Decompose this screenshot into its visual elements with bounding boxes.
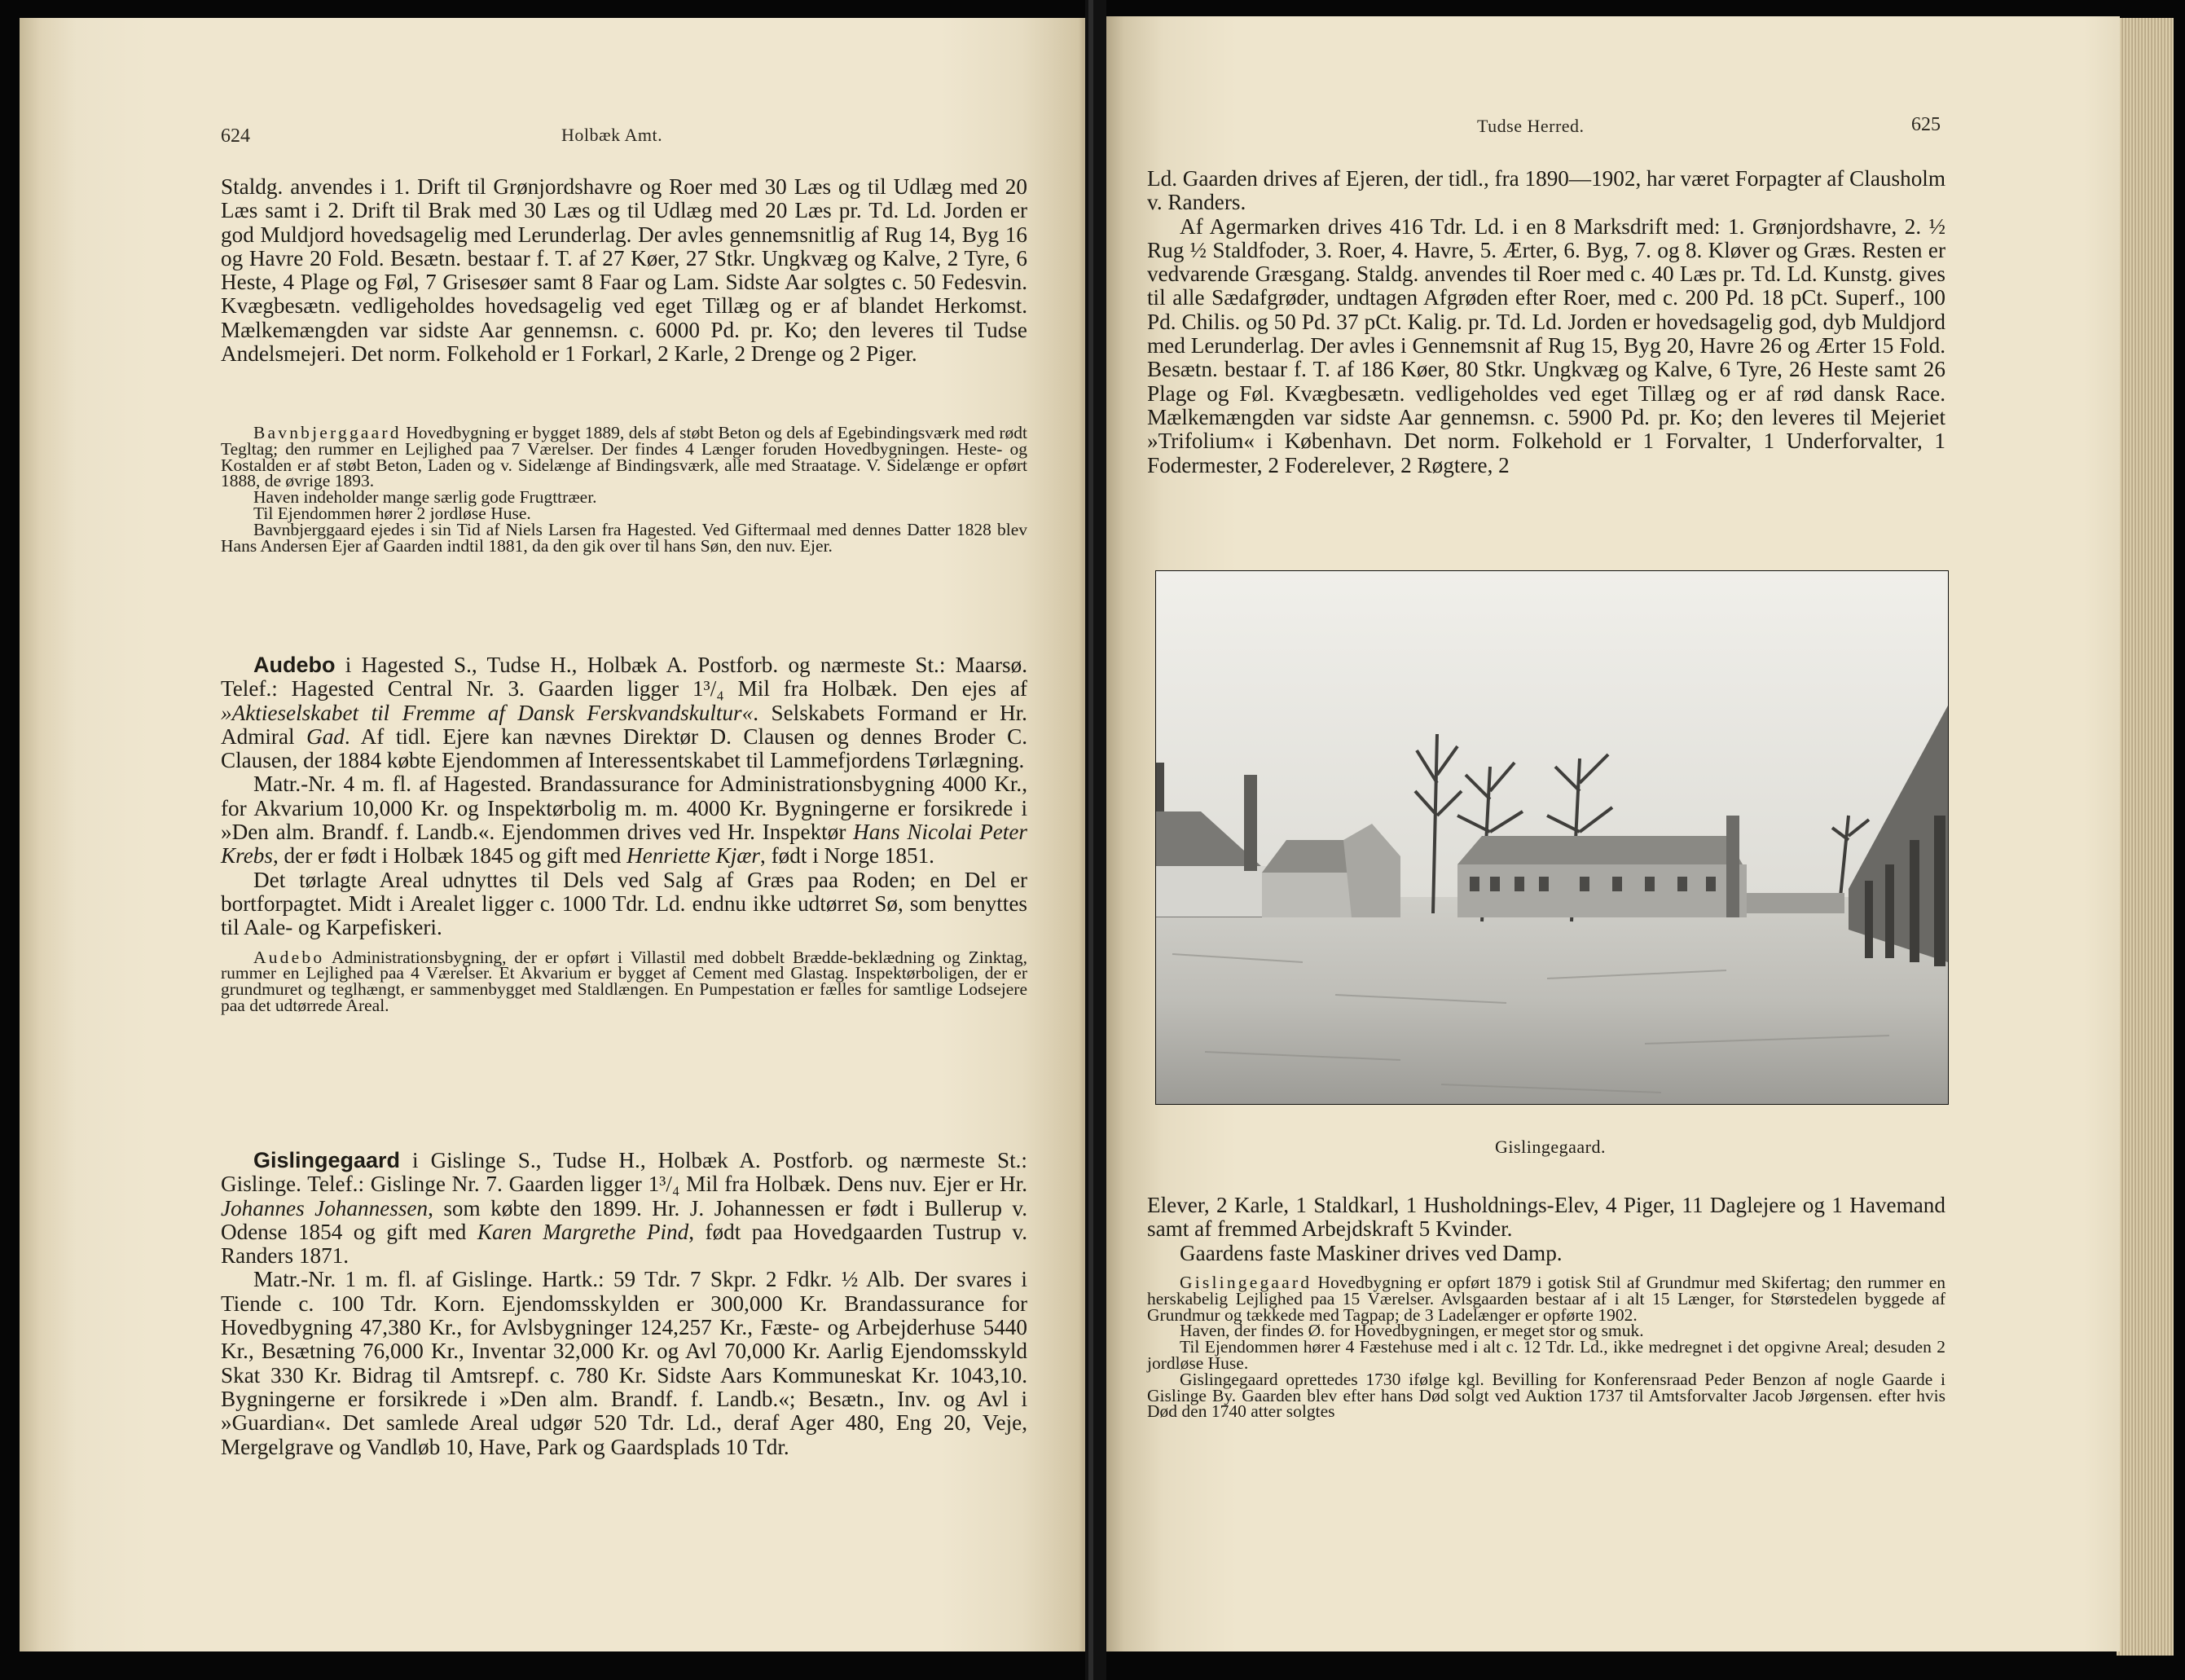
farm-photo-illustration xyxy=(1156,571,1948,1104)
paragraph: Elever, 2 Karle, 1 Staldkarl, 1 Husholdnings-Elev, 4 Piger, 11 Daglejere og 1 Havemand samt af fremmed Arbejdskraft 5 Kvinder. xyxy=(1147,1193,1945,1242)
paragraph: Det tørlagte Areal udnyttes til Dels ved Salg af Græs paa Roden; en Del er bortforpagtet. Midt i Arealet ligger c. 1000 Tdr. Ld. endnu ikke udtørret Sø, som benyttes til Aale- og Karpefiskeri. xyxy=(221,867,1027,940)
owner-name: »Aktieselskabet til Fremme af Dansk Ferskvandskultur« xyxy=(221,700,754,725)
book-gutter xyxy=(1085,0,1106,1680)
entry-heading: Audebo xyxy=(253,653,336,677)
bavnbjerggaard-notes xyxy=(221,425,1027,554)
paragraph: Staldg. anvendes i 1. Drift til Grønjordshavre og Roer med 30 Læs og til Udlæg med 20 Læs samt i 2. Drift til Brak med 30 Læs og til Udlæg med 20 Læs pr. Td. Ld. Jorden er god Muldjord hovedsagelig med Lerunderlag. Der avles gennemsnitlig af Rug 14, Byg 16 og Havre 20 Fold. Besætn. bestaar f. T. af 27 Køer, 27 Stkr. Ungkvæg og Kalve, 2 Tyre, 6 Heste, 4 Plage og Føl, 7 Grisesøer samt 8 Faar og Lam. Sidste Aar solgtes c. 50 Fedesvin. Kvægbesætn. vedligeholdes hovedsagelig ved eget Tillæg og er af blandet Herkomst. Mælkemængden var sidste Aar gennemsn. c. 6000 Pd. pr. Ko; den leveres til Tudse Andelsmejeri. Det norm. Folkehold er 1 Forkarl, 2 Karle, 2 Drenge og 2 Piger. xyxy=(221,174,1027,367)
note-paragraph: Bavnbjerggaard ejedes i sin Tid af Niels Larsen fra Hagested. Ved Giftermaal med dennes Datter 1828 blev Hans Andersen Ejer af Gaarden indtil 1881, da den gik over til hans Søn, den nuv. Ejer. xyxy=(221,519,1027,556)
person-name: Henriette Kjær xyxy=(626,843,761,869)
continuation-block-2 xyxy=(1147,1194,1945,1265)
entry-text: , født i Norge 1851. xyxy=(760,843,934,869)
entry-text: , som købte den 1899. Hr. J. Johannessen er født i Bullerup v. Odense 1854 og gift med xyxy=(221,1195,1027,1244)
right-page xyxy=(1106,16,2120,1651)
gislingegaard-notes xyxy=(1147,1275,1945,1420)
page-number: 624 xyxy=(221,125,250,147)
continuation-block xyxy=(1147,167,1945,477)
estate-name: Audebo xyxy=(253,947,325,967)
entry-text: i Gislinge S., Tudse H., Holbæk A. Postforb. og nærmeste St.: Gislinge. Telef.: Gislinge Nr. 7. Gaarden ligger 1³/₄ Mil fra Holbæk. Dens nuv. Ejer er Hr. xyxy=(221,1148,1027,1197)
paragraph xyxy=(221,772,1027,868)
entry-text: , der er født i Holbæk 1845 og gift med xyxy=(272,843,627,869)
book-page-edges xyxy=(2117,18,2174,1656)
paragraph: Gaardens faste Maskiner drives ved Damp. xyxy=(1180,1240,1563,1265)
note-paragraph xyxy=(221,947,1027,1015)
estate-name: Gislingegaard xyxy=(1180,1273,1312,1292)
person-name: Hans Nicolai Peter Krebs xyxy=(221,820,1027,869)
estate-name: Bavnbjerggaard xyxy=(253,423,402,442)
paragraph: Matr.-Nr. 1 m. fl. af Gislinge. Hartk.: 59 Tdr. 7 Skpr. 2 Fdkr. ½ Alb. Der svares i Tiende c. 100 Tdr. Korn. Ejendomsskylden er 300,000 Kr. Brandassurance for Hovedbygning 47,380 Kr., for Avlsbygninger 124,257 Kr., Fæste- og Arbejderhuse 5440 Kr., Besætning 76,000 Kr., Inventar 32,000 Kr. og Avl 70,000 Kr. Aarlig Ejendomsskyld Skat 330 Kr. Bidrag til Amtsrepf. c. 780 Kr. Sidste Aars Kommuneskat Kr. 1043,10. Bygningerne er forsikrede i »Den alm. Brandf. f. Landb.«; Besætn., Inv. og Avl i »Guardian«. Det samlede Areal udgør 520 Tdr. Ld., deraf Ager 480, Eng 20, Veje, Mergelgrave og Vandløb 10, Have, Park og Gaardsplads 10 Tdr. xyxy=(221,1267,1027,1459)
entry-text: , født paa Hovedgaarden Tustrup v. Randers 1871. xyxy=(221,1219,1027,1269)
running-header: Tudse Herred. xyxy=(1477,116,1585,136)
person-name: Gad xyxy=(306,723,345,749)
note-paragraph: Gislingegaard oprettedes 1730 ifølge kgl. Bevilling for Konferensraad Peder Benzon af nogle Gaarde i Gislinge By. Gaarden blev efter hans Død solgt ved Auktion 1737 til Amtsforvalter Jacob Jørgensen. efter hvis Død den 1740 atter solgtes xyxy=(1147,1369,1945,1422)
page-number: 625 xyxy=(1911,114,1941,135)
note-text: Hovedbygning er bygget 1889, dels af støbt Beton og dels af Egebindingsværk med rødt Tegltag; den rummer en Lejlighed paa 7 Værelser. Der findes 4 Længer foruden Hovedbygningen. Heste- og Kostalden er af støbt Beton, Laden og v. Sidelænge af Bindingsværk, alle med Straatage. V. Sidelænge er opført 1888, de øvrige 1893. xyxy=(221,423,1027,491)
entry-text: Matr.-Nr. 4 m. fl. af Hagested. Brandassurance for Administrationsbygning 4000 Kr., for Akvarium 10,000 Kr. og Inspektørbolig m. m. 4000 Kr. Bygningerne er forsikrede i »Den alm. Brandf. f. Landb.«. Ejendommen drives ved Hr. Inspektør xyxy=(221,772,1027,845)
person-name: Karen Margrethe Pind xyxy=(477,1219,689,1244)
audebo-entry xyxy=(221,653,1027,1014)
gislingegaard-entry xyxy=(221,1149,1027,1459)
photo-caption: Gislingegaard. xyxy=(1495,1137,1606,1157)
running-header: Holbæk Amt. xyxy=(561,125,663,145)
left-page xyxy=(20,18,1085,1651)
note-paragraph xyxy=(1147,1275,1945,1323)
continuation-block xyxy=(221,175,1027,366)
note-paragraph: Til Ejendommen hører 2 jordløse Huse. xyxy=(253,503,531,523)
note-text: Administrationsbygning, der er opført i Villastil med dobbelt Brædde-beklædning og Zinktag, rummer en Lejlighed paa 4 Værelser. Et Akvarium er bygget af Cement med Glastag. Inspektørboligen, der er grundmuret og teglhængt, er sammenbygget med Staldlængen. En Pumpestation er fælles for samtlige Lodsejere paa det udtørrede Areal. xyxy=(221,947,1027,1015)
entry-text: i Hagested S., Tudse H., Holbæk A. Postforb. og nærmeste St.: Maarsø. Telef.: Hagested Central Nr. 3. Gaarden ligger 1³/₄ Mil fra Holbæk. Den ejes af xyxy=(221,653,1027,701)
note-text: Hovedbygning er opført 1879 i gotisk Stil af Grundmur med Skifertag; den rummer en herskabelig Lejlighed paa 15 Værelser. Avlsgaarden bestaar af i alt 15 Længer, for Størstedelen byggede af Grundmur og tækkede med Tagpap; de 3 Ladelænger er opførte 1902. xyxy=(1147,1273,1945,1325)
paragraph: Ld. Gaarden drives af Ejeren, der tidl., fra 1890—1902, har været Forpagter af Clausholm v. Randers. xyxy=(1147,166,1945,215)
note-paragraph: Haven indeholder mange særlig gode Frugttræer. xyxy=(253,487,597,508)
entry-heading: Gislingegaard xyxy=(253,1148,401,1172)
note-paragraph xyxy=(221,425,1027,490)
entry-text: . Selskabets Formand er Hr. Admiral xyxy=(221,700,1027,749)
entry-text: . Af tidl. Ejere kan nævnes Direktør D. Clausen og dennes Broder C. Clausen, der 1884 købte Ejendommen af Interessentskabet til Lammefjordens Tørlægning. xyxy=(221,723,1027,773)
paragraph: Af Agermarken drives 416 Tdr. Ld. i en 8 Marksdrift med: 1. Grønjordshavre, 2. ½ Rug ½ Staldfoder, 3. Roer, 4. Havre, 5. Ærter, 6. Byg, 7. og 8. Kløver og Græs. Resten er vedvarende Græsgang. Staldg. anvendes til Roer med c. 40 Læs pr. Td. Ld. Kunstg. gives til alle Sædafgrøder, undtagen Afgrøden efter Roer, med c. 200 Pd. 18 pCt. Superf., 100 Pd. Chilis. og 50 Pd. 37 pCt. Kalig. pr. Td. Ld. Jorden er hovedsagelig god, dyb Muldjord med Lerunderlag. Der avles i Gennemsnit af Rug 15, Byg 20, Havre 26 og Ærter 15 Fold. Besætn. bestaar f. T. af 186 Køer, 80 Stkr. Ungkvæg og Kalve, 6 Tyre, 26 Heste samt 26 Plage og Føl. Kvægbesætn. vedligeholdes ved eget Tillæg og er af rød dansk Race. Mælkemængden var sidste Aar gennemsn. c. 5900 Pd. pr. Ko; den leveres til Mejeriet »Trifolium« i København. Det norm. Folkehold er 1 Forvalter, 1 Underforvalter, 1 Fodermester, 2 Foderelever, 2 Røgtere, 2 xyxy=(1147,213,1945,477)
gislingegaard-photo xyxy=(1155,570,1949,1105)
person-name: Johannes Johannessen xyxy=(221,1195,429,1220)
entry-intro xyxy=(221,1149,1027,1268)
entry-intro xyxy=(221,653,1027,772)
note-paragraph: Haven, der findes Ø. for Hovedbygningen, er meget stor og smuk. xyxy=(1180,1321,1644,1341)
note-paragraph: Til Ejendommen hører 4 Fæstehuse med i alt c. 12 Tdr. Ld., ikke medregnet i det opgivne Areal; desuden 2 jordløse Huse. xyxy=(1147,1337,1945,1373)
